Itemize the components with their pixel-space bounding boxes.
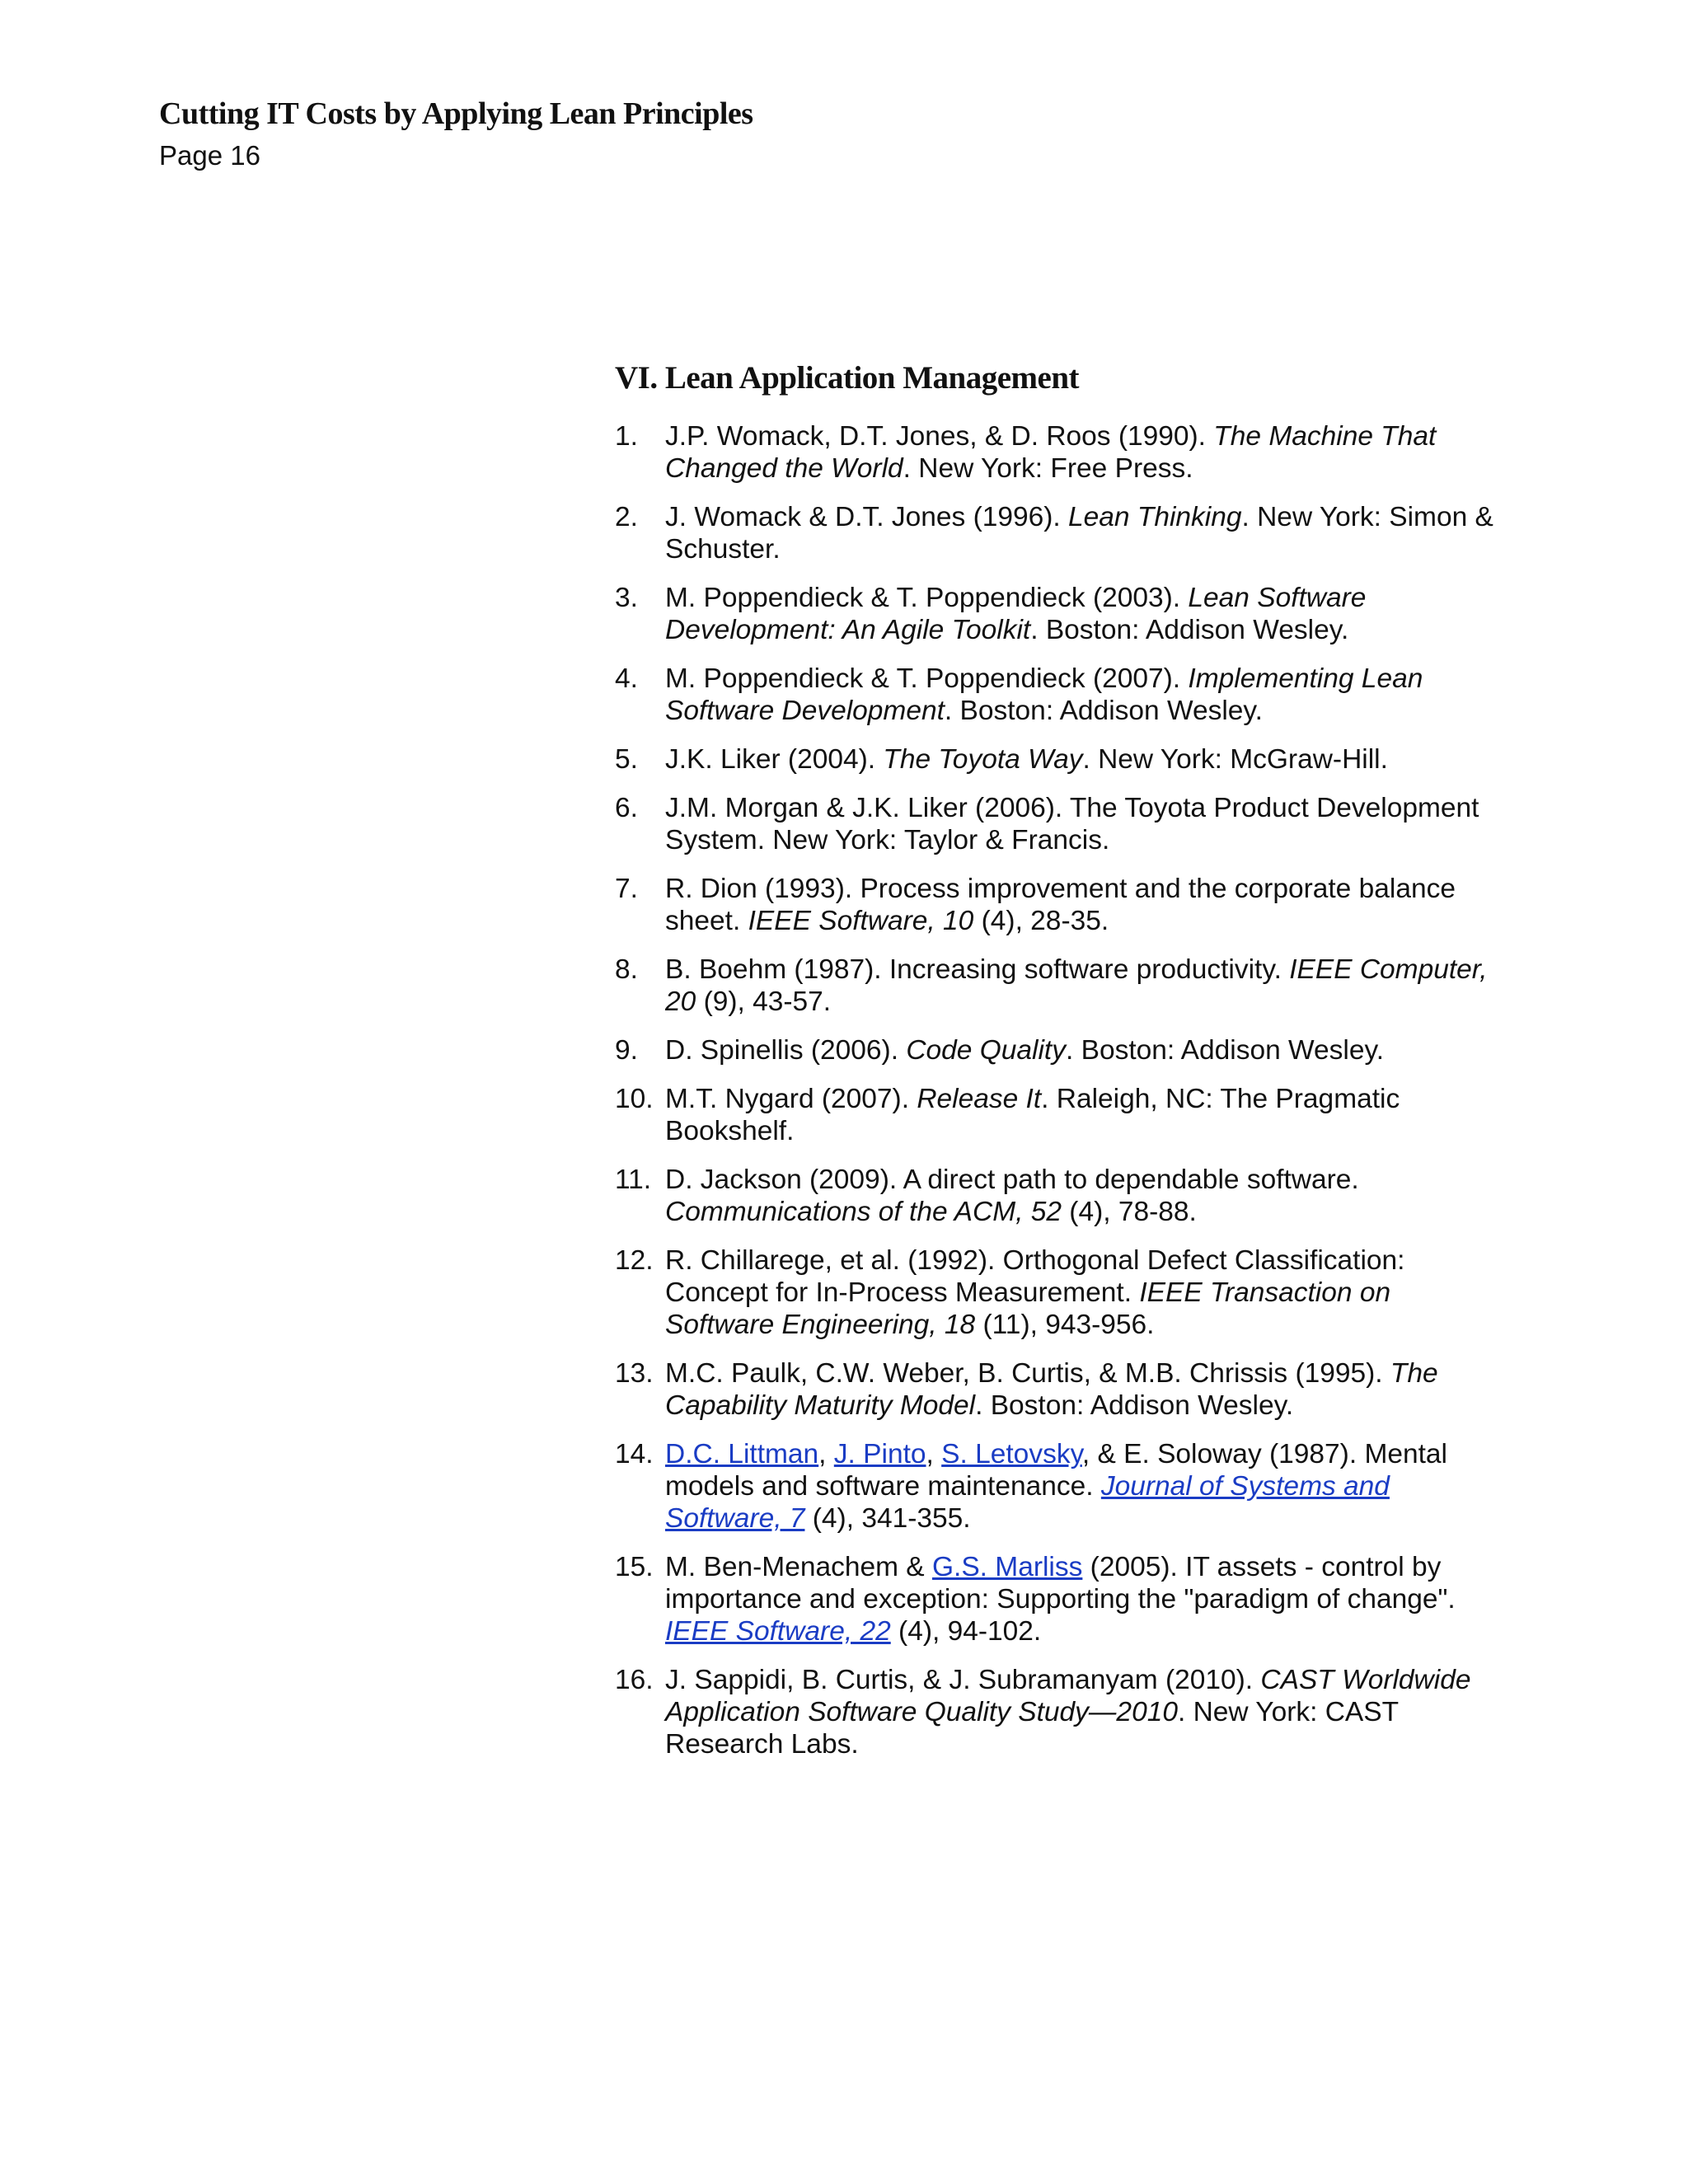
reference-segment: M. Poppendieck & T. Poppendieck (2007). [665,663,1189,694]
author-link[interactable]: S. Letovsky [941,1439,1082,1469]
reference-segment: , [926,1439,942,1469]
publication-title: Lean Thinking [1068,502,1242,532]
reference-segment: J.K. Liker (2004). [665,744,884,775]
reference-item [615,1164,1505,1228]
reference-item [615,420,1505,485]
reference-number: 5. [615,744,638,775]
reference-number: 13. [615,1358,654,1389]
reference-segment: M. Ben-Menachem & [665,1552,932,1582]
publication-title: Release It [917,1084,1042,1114]
publication-title: The Machine That Changed the World [665,421,1437,484]
reference-number: 9. [615,1035,638,1066]
author-link[interactable]: D.C. Littman [665,1439,819,1469]
reference-segment: (11), 943-956. [975,1310,1155,1340]
reference-text [665,421,1436,484]
reference-segment: , [818,1439,834,1469]
reference-segment: R. Dion (1993). Process improvement and the corporate balance sheet. [665,874,1456,936]
reference-item [615,1244,1505,1341]
reference-segment: , & E. Soloway (1987). Mental models and software maintenance. [665,1439,1447,1502]
reference-segment: (2005). IT assets - control by importance and exception: Supporting the "paradigm of change". [665,1552,1456,1615]
reference-text [665,1084,1400,1146]
reference-segment: (4), 28-35. [973,906,1109,936]
references-section [615,358,1505,1777]
reference-text [665,1552,1456,1647]
reference-segment: M.C. Paulk, C.W. Weber, B. Curtis, & M.B. Chrissis (1995). [665,1358,1390,1389]
reference-number: 6. [615,793,638,823]
reference-number: 11. [615,1165,652,1195]
reference-item [615,954,1505,1018]
reference-item [615,743,1505,776]
reference-number: 3. [615,583,638,613]
reference-text [665,502,1493,565]
publication-title: The Toyota Way [883,744,1083,775]
reference-segment: J. Womack & D.T. Jones (1996). [665,502,1069,532]
reference-number: 2. [615,502,638,532]
reference-segment: J.P. Womack, D.T. Jones, & D. Roos (1990). [665,421,1214,452]
reference-item [615,1357,1505,1422]
reference-item [615,1664,1505,1760]
reference-segment: J. Sappidi, B. Curtis, & J. Subramanyam (2010). [665,1665,1261,1695]
reference-text [665,793,1479,855]
reference-segment: . New York: CAST Research Labs. [665,1697,1399,1760]
reference-segment: . New York: Free Press. [903,453,1193,484]
reference-segment: R. Chillarege, et al. (1992). Orthogonal Defect Classification: Concept for In-Process Measurement. [665,1245,1405,1308]
reference-text [665,1665,1470,1760]
reference-number: 16. [615,1665,654,1695]
reference-item [615,582,1505,646]
author-link[interactable]: J. Pinto [833,1439,926,1469]
reference-segment: (4), 94-102. [890,1616,1042,1647]
publication-title: Implementing Lean Software Development [665,663,1423,726]
reference-text [665,744,1388,775]
reference-item [615,873,1505,937]
reference-number: 10. [615,1084,654,1114]
publication-title: The Capability Maturity Model [665,1358,1438,1421]
reference-text [665,583,1366,645]
reference-number: 12. [615,1245,654,1276]
reference-number: 8. [615,954,638,985]
publication-title: Communications of the ACM, 52 [665,1197,1062,1227]
references-list [615,420,1505,1760]
reference-segment: . Boston: Addison Wesley. [1030,615,1349,645]
reference-number: 1. [615,421,638,452]
reference-item [615,1438,1505,1535]
reference-text [665,1358,1438,1421]
publication-title: IEEE Transaction on Software Engineering, 18 [665,1277,1391,1340]
publication-title: IEEE Computer, 20 [665,954,1488,1017]
reference-segment: . New York: Simon & Schuster. [665,502,1493,565]
reference-segment: . Raleigh, NC: The Pragmatic Bookshelf. [665,1084,1400,1146]
reference-segment: D. Spinellis (2006). [665,1035,907,1066]
reference-segment: M. Poppendieck & T. Poppendieck (2003). [665,583,1189,613]
reference-segment: B. Boehm (1987). Increasing software productivity. [665,954,1290,985]
reference-segment: D. Jackson (2009). A direct path to dependable software. [665,1165,1359,1195]
reference-segment: (9), 43-57. [696,987,832,1017]
document-title: Cutting IT Costs by Applying Lean Principles [159,96,753,131]
reference-segment: . New York: McGraw-Hill. [1082,744,1388,775]
reference-text [665,1245,1404,1340]
publication-title: IEEE Software, 10 [748,906,974,936]
reference-segment: (4), 341-355. [804,1503,971,1534]
reference-text [665,663,1423,726]
reference-number: 4. [615,663,638,694]
reference-segment: J.M. Morgan & J.K. Liker (2006). The Toyota Product Development System. New York: Taylor & Francis. [665,793,1479,855]
reference-number: 14. [615,1439,654,1469]
reference-text [665,954,1487,1017]
journal-link[interactable]: IEEE Software, 22 [665,1616,891,1647]
journal-link[interactable]: Journal of Systems and Software, 7 [665,1471,1390,1534]
publication-title: Code Quality [906,1035,1066,1066]
reference-item [615,1034,1505,1066]
page-number: Page 16 [159,140,260,171]
reference-segment: . Boston: Addison Wesley. [944,696,1263,726]
publication-title: CAST Worldwide Application Software Quality Study—2010 [665,1665,1471,1727]
publication-title: Lean Software Development: An Agile Toolkit [665,583,1367,645]
reference-segment: (4), 78-88. [1062,1197,1197,1227]
reference-text [665,1439,1447,1534]
reference-segment: . Boston: Addison Wesley. [1065,1035,1385,1066]
reference-number: 15. [615,1552,654,1582]
reference-text [665,1165,1359,1227]
reference-text [665,1035,1384,1066]
reference-text [665,874,1456,936]
reference-segment: . Boston: Addison Wesley. [975,1390,1294,1421]
reference-item [615,1551,1505,1647]
reference-item [615,663,1505,727]
reference-item [615,501,1505,565]
author-link[interactable]: G.S. Marliss [931,1552,1083,1582]
reference-segment: M.T. Nygard (2007). [665,1084,917,1114]
reference-item [615,1083,1505,1147]
reference-number: 7. [615,874,638,904]
reference-item [615,792,1505,856]
section-heading: VI. Lean Application Management [615,360,1080,396]
